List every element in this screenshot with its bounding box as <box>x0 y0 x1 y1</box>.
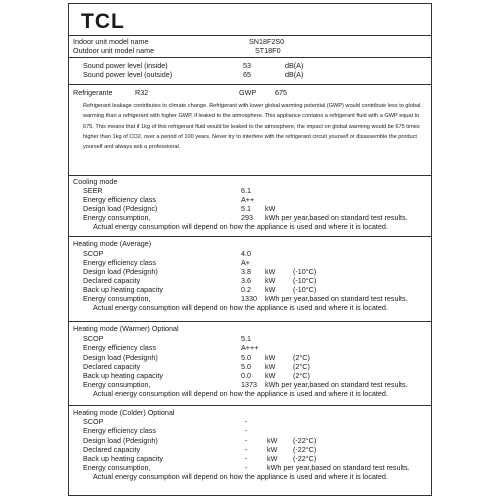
sound-inside-label: Sound power level (inside) <box>83 61 168 70</box>
heating-average-scop-value: 4.0 <box>241 249 251 258</box>
heating-warmer-consumption-text: kWh per year,based on standard test results. <box>265 380 408 389</box>
heating-warmer-declared-value: 5.0 <box>241 362 251 371</box>
heating-colder-scop-value: - <box>245 417 248 426</box>
divider <box>69 35 431 36</box>
heating-average-declared-label: Declared capacity <box>83 276 141 285</box>
heating-warmer-class-label: Energy efficiency class <box>83 343 156 352</box>
heating-colder-consumption-label: Energy consumption, <box>83 463 151 472</box>
heating-warmer-consumption-label: Energy consumption, <box>83 380 151 389</box>
outdoor-unit-value: ST18F0 <box>255 46 281 55</box>
sound-outside-unit: dB(A) <box>285 70 304 79</box>
heating-colder-consumption-text: kWh per year,based on standard test results. <box>267 463 410 472</box>
gwp-value: 675 <box>275 88 287 97</box>
heating-average-load-unit: kW <box>265 267 276 276</box>
energy-label-sheet <box>68 3 432 496</box>
heating-warmer-scop-label: SCOP <box>83 334 104 343</box>
heating-average-load-temp: (-10°C) <box>293 267 317 276</box>
indoor-unit-label: Indoor unit model name <box>73 37 149 46</box>
heating-colder-scop-label: SCOP <box>83 417 104 426</box>
cooling-class-value: A++ <box>241 195 255 204</box>
heating-average-backup-label: Back up heating capacity <box>83 285 163 294</box>
heating-average-backup-unit: kW <box>265 285 276 294</box>
divider <box>69 236 431 237</box>
divider <box>69 84 431 85</box>
sound-outside-value: 65 <box>243 70 251 79</box>
heating-warmer-load-label: Design load (Pdesignh) <box>83 353 158 362</box>
heating-warmer-declared-label: Declared capacity <box>83 362 141 371</box>
heating-average-load-value: 3.8 <box>241 267 251 276</box>
divider <box>69 405 431 406</box>
divider <box>69 175 431 176</box>
heating-warmer-backup-value: 0.0 <box>241 371 251 380</box>
heating-average-consumption-text: kWh per year,based on standard test results. <box>265 294 408 303</box>
refrigerant-warning-text: Refrigerant leakage contributes to climate change. Refrigerant with lower global warming potential (GWP) would contribute less to global warming than a refrigerant with higher GWP, if leaked to the atmosphere. This appliance contains a refrigerant fluid with a GWP equal to 675. This means that if 1kg of this refrigerant fluid would be leaked to the atmosphere, the impact on global warming would be 675 times higher than 1kg of CO2, over a period of 100 years. Never try to interfere with the refrigerant circuit yourself or disassemble the product yourself and always ask a professional. <box>83 103 421 151</box>
outdoor-unit-label: Outdoor unit model name <box>73 46 155 55</box>
divider <box>69 321 431 322</box>
heating-warmer-scop-value: 5.1 <box>241 334 251 343</box>
heating-warmer-backup-label: Back up heating capacity <box>83 371 163 380</box>
heating-average-declared-unit: kW <box>265 276 276 285</box>
heating-warmer-title: Heating mode (Warmer) Optional <box>73 324 179 333</box>
heating-warmer-backup-temp: (2°C) <box>293 371 310 380</box>
cooling-consumption-text: kWh per year,based on standard test results. <box>265 213 408 222</box>
heating-warmer-load-temp: (2°C) <box>293 353 310 362</box>
heating-colder-declared-label: Declared capacity <box>83 445 141 454</box>
brand-logo: TCL <box>81 10 125 33</box>
heating-average-note: Actual energy consumption will depend on how the appliance is used and where it is located. <box>93 303 388 312</box>
heating-colder-load-label: Design load (Pdesignh) <box>83 436 158 445</box>
heating-average-class-value: A+ <box>241 258 250 267</box>
refrigerant-type: R32 <box>135 88 149 97</box>
heating-average-scop-label: SCOP <box>83 249 104 258</box>
heating-warmer-backup-unit: kW <box>265 371 276 380</box>
heating-colder-declared-value: - <box>245 445 248 454</box>
heating-colder-backup-temp: (-22°C) <box>293 454 317 463</box>
cooling-note: Actual energy consumption will depend on how the appliance is used and where it is located. <box>93 222 388 231</box>
heating-colder-class-value: - <box>245 426 248 435</box>
heating-average-backup-temp: (-10°C) <box>293 285 317 294</box>
gwp-label: GWP <box>239 88 257 97</box>
refrigerant-label: Refrigerante <box>73 88 113 97</box>
heating-average-declared-temp: (-10°C) <box>293 276 317 285</box>
heating-colder-declared-unit: kW <box>267 445 278 454</box>
heating-colder-class-label: Energy efficiency class <box>83 426 156 435</box>
cooling-consumption-value: 293 <box>241 213 253 222</box>
heating-average-consumption-label: Energy consumption, <box>83 294 151 303</box>
heating-colder-load-value: - <box>245 436 248 445</box>
heating-colder-load-temp: (-22°C) <box>293 436 317 445</box>
cooling-load-unit: kW <box>265 204 276 213</box>
sound-inside-value: 53 <box>243 61 251 70</box>
cooling-load-value: 5.1 <box>241 204 251 213</box>
sound-outside-label: Sound power level (outside) <box>83 70 173 79</box>
seer-value: 6.1 <box>241 186 251 195</box>
heating-colder-load-unit: kW <box>267 436 278 445</box>
heating-average-backup-value: 0.2 <box>241 285 251 294</box>
heating-average-title: Heating mode (Average) <box>73 239 152 248</box>
seer-label: SEER <box>83 186 103 195</box>
heating-colder-backup-value: - <box>245 454 248 463</box>
cooling-load-label: Design load (Pdesignc) <box>83 204 158 213</box>
heating-warmer-class-value: A+++ <box>241 343 259 352</box>
heating-colder-declared-temp: (-22°C) <box>293 445 317 454</box>
heating-warmer-declared-unit: kW <box>265 362 276 371</box>
heating-average-declared-value: 3.6 <box>241 276 251 285</box>
heating-warmer-note: Actual energy consumption will depend on how the appliance is used and where it is located. <box>93 389 388 398</box>
heating-colder-backup-unit: kW <box>267 454 278 463</box>
heating-average-load-label: Design load (Pdesignh) <box>83 267 158 276</box>
heating-warmer-declared-temp: (2°C) <box>293 362 310 371</box>
heating-warmer-load-unit: kW <box>265 353 276 362</box>
heating-warmer-load-value: 5.0 <box>241 353 251 362</box>
divider <box>69 57 431 58</box>
heating-colder-backup-label: Back up heating capacity <box>83 454 163 463</box>
cooling-title: Cooling mode <box>73 177 118 186</box>
heating-average-class-label: Energy efficiency class <box>83 258 156 267</box>
cooling-consumption-label: Energy consumption, <box>83 213 151 222</box>
heating-warmer-consumption-value: 1373 <box>241 380 257 389</box>
heating-colder-note: Actual energy consumption will depend on how the appliance is used and where it is located. <box>93 472 388 481</box>
indoor-unit-value: SN18F2S0 <box>249 37 285 46</box>
heating-average-consumption-value: 1330 <box>241 294 257 303</box>
cooling-class-label: Energy efficiency class <box>83 195 156 204</box>
sound-inside-unit: dB(A) <box>285 61 304 70</box>
heating-colder-consumption-value: - <box>245 463 248 472</box>
heating-colder-title: Heating mode (Colder) Optional <box>73 408 175 417</box>
